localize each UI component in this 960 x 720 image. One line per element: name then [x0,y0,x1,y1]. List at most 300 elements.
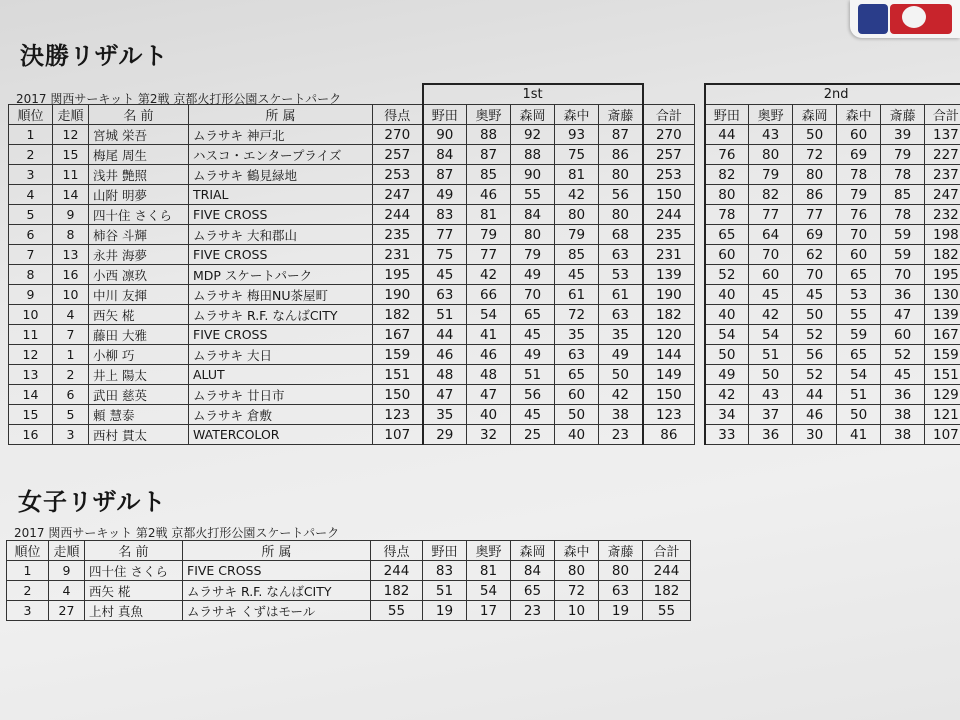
judge-header: 斎藤 [881,105,925,125]
judge-score: 72 [555,581,599,601]
round1-total-header: 合計 [643,105,695,125]
order-cell: 7 [53,325,89,345]
judge-header: 森岡 [511,541,555,561]
round1-judge-score: 45 [511,405,555,425]
round1-total-cell: 253 [643,165,695,185]
order-cell: 12 [53,125,89,145]
judge-header: 森中 [555,541,599,561]
round1-judge-score: 61 [555,285,599,305]
team-cell: ALUT [189,365,373,385]
round2-judge-score: 41 [837,425,881,445]
name-cell: 井上 陽太 [89,365,189,385]
order-cell: 8 [53,225,89,245]
judge-score: 10 [555,601,599,621]
league-logo [850,0,960,38]
order-header: 走順 [49,541,85,561]
round1-total-cell: 190 [643,285,695,305]
round2-judge-score: 52 [881,345,925,365]
round1-judge-score: 68 [599,225,643,245]
round2-judge-score: 69 [837,145,881,165]
round2-judge-score: 36 [881,385,925,405]
round2-total-cell: 227 [925,145,960,165]
women-results-title: 女子リザルト [18,488,167,516]
round1-judge-score: 79 [511,245,555,265]
round2-judge-score: 70 [749,245,793,265]
round1-total-cell: 123 [643,405,695,425]
table-row [9,225,960,245]
round1-judge-score: 63 [423,285,467,305]
round2-judge-score: 80 [793,165,837,185]
round1-judge-score: 63 [599,305,643,325]
round2-judge-score: 79 [749,165,793,185]
round1-judge-score: 83 [423,205,467,225]
round2-judge-score: 70 [793,265,837,285]
round2-judge-score: 50 [705,345,749,365]
round1-total-cell: 244 [643,205,695,225]
judge-header: 野田 [705,105,749,125]
score-cell: 159 [373,345,423,365]
judge-score: 17 [467,601,511,621]
round1-total-cell: 231 [643,245,695,265]
rank-cell: 7 [9,245,53,265]
round2-judge-score: 45 [793,285,837,305]
name-header: 名 前 [85,541,183,561]
round1-judge-score: 49 [511,345,555,365]
round1-judge-score: 79 [467,225,511,245]
round2-judge-score: 60 [837,245,881,265]
round1-judge-score: 63 [599,245,643,265]
round1-judge-score: 42 [555,185,599,205]
table-row [9,165,960,185]
round1-total-cell: 149 [643,365,695,385]
round2-judge-score: 43 [749,125,793,145]
round2-judge-score: 46 [793,405,837,425]
team-cell: FIVE CROSS [189,325,373,345]
order-cell: 14 [53,185,89,205]
name-cell: 四十住 さくら [89,205,189,225]
round1-total-cell: 144 [643,345,695,365]
round1-judge-score: 46 [467,185,511,205]
name-cell: 中川 友揮 [89,285,189,305]
round2-judge-score: 59 [881,245,925,265]
round2-judge-score: 54 [749,325,793,345]
round1-judge-score: 23 [599,425,643,445]
judge-score: 19 [423,601,467,621]
women-results-table [6,540,691,621]
total-cell: 55 [643,601,691,621]
round1-judge-score: 75 [555,145,599,165]
judge-header: 森中 [555,105,599,125]
round1-judge-score: 56 [599,185,643,205]
round2-judge-score: 30 [793,425,837,445]
round1-judge-score: 80 [599,205,643,225]
round1-judge-score: 51 [423,305,467,325]
round1-judge-score: 42 [599,385,643,405]
round2-judge-score: 78 [837,165,881,185]
round1-judge-score: 88 [511,145,555,165]
round1-judge-score: 80 [599,165,643,185]
score-cell: 55 [371,601,423,621]
rank-header: 順位 [7,541,49,561]
round2-judge-score: 77 [793,205,837,225]
rank-cell: 5 [9,205,53,225]
name-cell: 西村 貫太 [89,425,189,445]
round1-judge-score: 54 [467,305,511,325]
judge-score: 19 [599,601,643,621]
round2-total-cell: 237 [925,165,960,185]
round1-total-cell: 270 [643,125,695,145]
round1-judge-score: 49 [423,185,467,205]
round1-total-cell: 139 [643,265,695,285]
name-cell: 小西 凛玖 [89,265,189,285]
round2-judge-score: 72 [793,145,837,165]
round1-judge-score: 85 [555,245,599,265]
round2-total-cell: 232 [925,205,960,225]
score-cell: 107 [373,425,423,445]
round1-total-cell: 150 [643,385,695,405]
final-results-title: 決勝リザルト [20,42,169,70]
round2-judge-score: 65 [705,225,749,245]
round2-total-cell: 167 [925,325,960,345]
name-cell: 藤田 大雅 [89,325,189,345]
rank-cell: 13 [9,365,53,385]
round2-total-cell: 247 [925,185,960,205]
table-row [9,365,960,385]
rank-cell: 6 [9,225,53,245]
round2-judge-score: 82 [749,185,793,205]
round2-judge-score: 80 [749,145,793,165]
round2-total-cell: 151 [925,365,960,385]
round1-judge-score: 25 [511,425,555,445]
score-header: 得点 [373,105,423,125]
table-row [9,325,960,345]
round2-judge-score: 80 [705,185,749,205]
round1-judge-score: 63 [555,345,599,365]
round1-judge-score: 56 [511,385,555,405]
order-cell: 11 [53,165,89,185]
team-cell: ムラサキ 大和郡山 [189,225,373,245]
round1-judge-score: 49 [599,345,643,365]
round2-judge-score: 40 [705,285,749,305]
round2-judge-score: 42 [705,385,749,405]
round1-total-cell: 257 [643,145,695,165]
round2-judge-score: 76 [705,145,749,165]
name-cell: 上村 真魚 [85,601,183,621]
score-cell: 123 [373,405,423,425]
table-row [9,285,960,305]
rank-cell: 2 [7,581,49,601]
table-row [7,561,691,581]
round2-total-cell: 198 [925,225,960,245]
table-row [7,581,691,601]
score-cell: 244 [371,561,423,581]
round1-judge-score: 50 [555,405,599,425]
round1-judge-score: 90 [423,125,467,145]
team-cell: ムラサキ 廿日市 [189,385,373,405]
round1-judge-score: 80 [511,225,555,245]
round2-total-cell: 129 [925,385,960,405]
round2-judge-score: 50 [837,405,881,425]
table-row [9,305,960,325]
round1-judge-score: 87 [467,145,511,165]
table-row [9,185,960,205]
round1-judge-score: 88 [467,125,511,145]
round1-judge-score: 35 [423,405,467,425]
round2-judge-score: 53 [837,285,881,305]
round2-judge-score: 40 [705,305,749,325]
judge-header: 森中 [837,105,881,125]
round1-judge-score: 53 [599,265,643,285]
round1-judge-score: 90 [511,165,555,185]
team-cell: ムラサキ 鶴見緑地 [189,165,373,185]
round1-judge-score: 70 [511,285,555,305]
round1-judge-score: 79 [555,225,599,245]
round2-judge-score: 77 [749,205,793,225]
round2-judge-score: 38 [881,405,925,425]
rank-cell: 1 [7,561,49,581]
round2-judge-score: 38 [881,425,925,445]
round1-header: 1st [423,84,643,105]
name-cell: 柿谷 斗輝 [89,225,189,245]
score-cell: 231 [373,245,423,265]
team-cell: ムラサキ 神戸北 [189,125,373,145]
round2-judge-score: 50 [793,125,837,145]
table-row [9,145,960,165]
team-cell: ムラサキ 大日 [189,345,373,365]
score-cell: 244 [373,205,423,225]
order-cell: 13 [53,245,89,265]
round1-judge-score: 77 [467,245,511,265]
round2-judge-score: 45 [881,365,925,385]
name-cell: 西矢 椛 [85,581,183,601]
round1-judge-score: 75 [423,245,467,265]
score-cell: 195 [373,265,423,285]
round1-judge-score: 29 [423,425,467,445]
round1-judge-score: 45 [423,265,467,285]
round2-judge-score: 55 [837,305,881,325]
round1-judge-score: 77 [423,225,467,245]
round2-judge-score: 33 [705,425,749,445]
rank-cell: 3 [9,165,53,185]
order-header: 走順 [53,105,89,125]
round1-judge-score: 48 [423,365,467,385]
round2-judge-score: 69 [793,225,837,245]
table-row [9,425,960,445]
name-cell: 西矢 椛 [89,305,189,325]
name-cell: 頼 慧泰 [89,405,189,425]
order-cell: 2 [53,365,89,385]
name-cell: 梅尾 周生 [89,145,189,165]
table-row [7,601,691,621]
judge-score: 84 [511,561,555,581]
order-cell: 6 [53,385,89,405]
round1-judge-score: 51 [511,365,555,385]
table-row [9,385,960,405]
name-cell: 四十住 さくら [85,561,183,581]
round2-judge-score: 59 [881,225,925,245]
name-cell: 山附 明夢 [89,185,189,205]
round2-judge-score: 39 [881,125,925,145]
rank-cell: 12 [9,345,53,365]
rank-cell: 16 [9,425,53,445]
rank-cell: 11 [9,325,53,345]
team-cell: TRIAL [189,185,373,205]
order-cell: 4 [49,581,85,601]
score-cell: 247 [373,185,423,205]
rank-cell: 14 [9,385,53,405]
round1-total-cell: 86 [643,425,695,445]
round2-judge-score: 37 [749,405,793,425]
round2-judge-score: 45 [749,285,793,305]
round2-judge-score: 34 [705,405,749,425]
score-cell: 270 [373,125,423,145]
team-header: 所 属 [189,105,373,125]
round2-judge-score: 36 [749,425,793,445]
order-cell: 16 [53,265,89,285]
round2-judge-score: 59 [837,325,881,345]
table-row [9,345,960,365]
judge-score: 23 [511,601,555,621]
order-cell: 27 [49,601,85,621]
round2-judge-score: 36 [881,285,925,305]
round1-total-cell: 120 [643,325,695,345]
team-cell: WATERCOLOR [189,425,373,445]
round1-judge-score: 87 [423,165,467,185]
round2-total-cell: 182 [925,245,960,265]
judge-score: 80 [599,561,643,581]
score-cell: 182 [371,581,423,601]
team-cell: ムラサキ 倉敷 [189,405,373,425]
round1-judge-score: 81 [555,165,599,185]
round2-judge-score: 60 [705,245,749,265]
round2-judge-score: 50 [749,365,793,385]
score-cell: 182 [373,305,423,325]
round2-total-cell: 159 [925,345,960,365]
team-cell: ムラサキ 梅田NU茶屋町 [189,285,373,305]
score-cell: 150 [373,385,423,405]
rank-cell: 10 [9,305,53,325]
name-header: 名 前 [89,105,189,125]
round1-judge-score: 87 [599,125,643,145]
round1-judge-score: 45 [555,265,599,285]
judge-header: 野田 [423,541,467,561]
judge-score: 54 [467,581,511,601]
women-results-subtitle: 2017 関西サーキット 第2戦 京都火打形公園スケートパーク [14,526,340,540]
score-cell: 253 [373,165,423,185]
score-cell: 167 [373,325,423,345]
team-cell: FIVE CROSS [189,245,373,265]
judge-score: 80 [555,561,599,581]
round1-judge-score: 49 [511,265,555,285]
team-cell: ハスコ・エンタープライズ [189,145,373,165]
round2-judge-score: 49 [705,365,749,385]
final-results-table [8,83,960,445]
team-cell: MDP スケートパーク [189,265,373,285]
score-cell: 235 [373,225,423,245]
order-cell: 4 [53,305,89,325]
round1-judge-score: 40 [555,425,599,445]
round2-judge-score: 52 [793,325,837,345]
round2-judge-score: 56 [793,345,837,365]
team-cell: FIVE CROSS [183,561,371,581]
table-row [9,265,960,285]
rank-cell: 4 [9,185,53,205]
round2-judge-score: 78 [881,165,925,185]
round1-judge-score: 61 [599,285,643,305]
round1-judge-score: 92 [511,125,555,145]
round2-total-cell: 137 [925,125,960,145]
order-cell: 9 [49,561,85,581]
table-row [9,245,960,265]
judge-header: 斎藤 [599,541,643,561]
table-row [9,405,960,425]
round2-judge-score: 60 [881,325,925,345]
team-cell: ムラサキ R.F. なんばCITY [183,581,371,601]
round1-judge-score: 47 [467,385,511,405]
order-cell: 3 [53,425,89,445]
judge-header: 奥野 [467,105,511,125]
round1-judge-score: 93 [555,125,599,145]
round2-judge-score: 54 [837,365,881,385]
total-header: 合計 [643,541,691,561]
rank-header: 順位 [9,105,53,125]
judge-header: 野田 [423,105,467,125]
order-cell: 10 [53,285,89,305]
rank-cell: 3 [7,601,49,621]
judge-score: 81 [467,561,511,581]
score-header: 得点 [371,541,423,561]
judge-header: 森岡 [793,105,837,125]
team-header: 所 属 [183,541,371,561]
round1-judge-score: 66 [467,285,511,305]
round2-judge-score: 50 [793,305,837,325]
round1-judge-score: 60 [555,385,599,405]
judge-score: 63 [599,581,643,601]
team-cell: ムラサキ くずはモール [183,601,371,621]
round2-judge-score: 79 [837,185,881,205]
total-cell: 182 [643,581,691,601]
total-cell: 244 [643,561,691,581]
round1-judge-score: 47 [423,385,467,405]
round2-judge-score: 65 [837,265,881,285]
round1-total-cell: 182 [643,305,695,325]
round2-judge-score: 78 [705,205,749,225]
round1-judge-score: 48 [467,365,511,385]
round2-judge-score: 54 [705,325,749,345]
team-cell: FIVE CROSS [189,205,373,225]
round2-total-cell: 139 [925,305,960,325]
round1-judge-score: 44 [423,325,467,345]
round1-total-cell: 150 [643,185,695,205]
round2-judge-score: 64 [749,225,793,245]
table-row [9,205,960,225]
round2-judge-score: 47 [881,305,925,325]
table-row [9,125,960,145]
name-cell: 浅井 艶照 [89,165,189,185]
rank-cell: 15 [9,405,53,425]
round2-total-cell: 121 [925,405,960,425]
round1-judge-score: 35 [555,325,599,345]
round2-judge-score: 70 [837,225,881,245]
judge-header: 奥野 [467,541,511,561]
round2-judge-score: 76 [837,205,881,225]
judge-score: 83 [423,561,467,581]
name-cell: 武田 慈英 [89,385,189,405]
round2-judge-score: 42 [749,305,793,325]
round2-total-cell: 130 [925,285,960,305]
judge-score: 51 [423,581,467,601]
round1-judge-score: 45 [511,325,555,345]
